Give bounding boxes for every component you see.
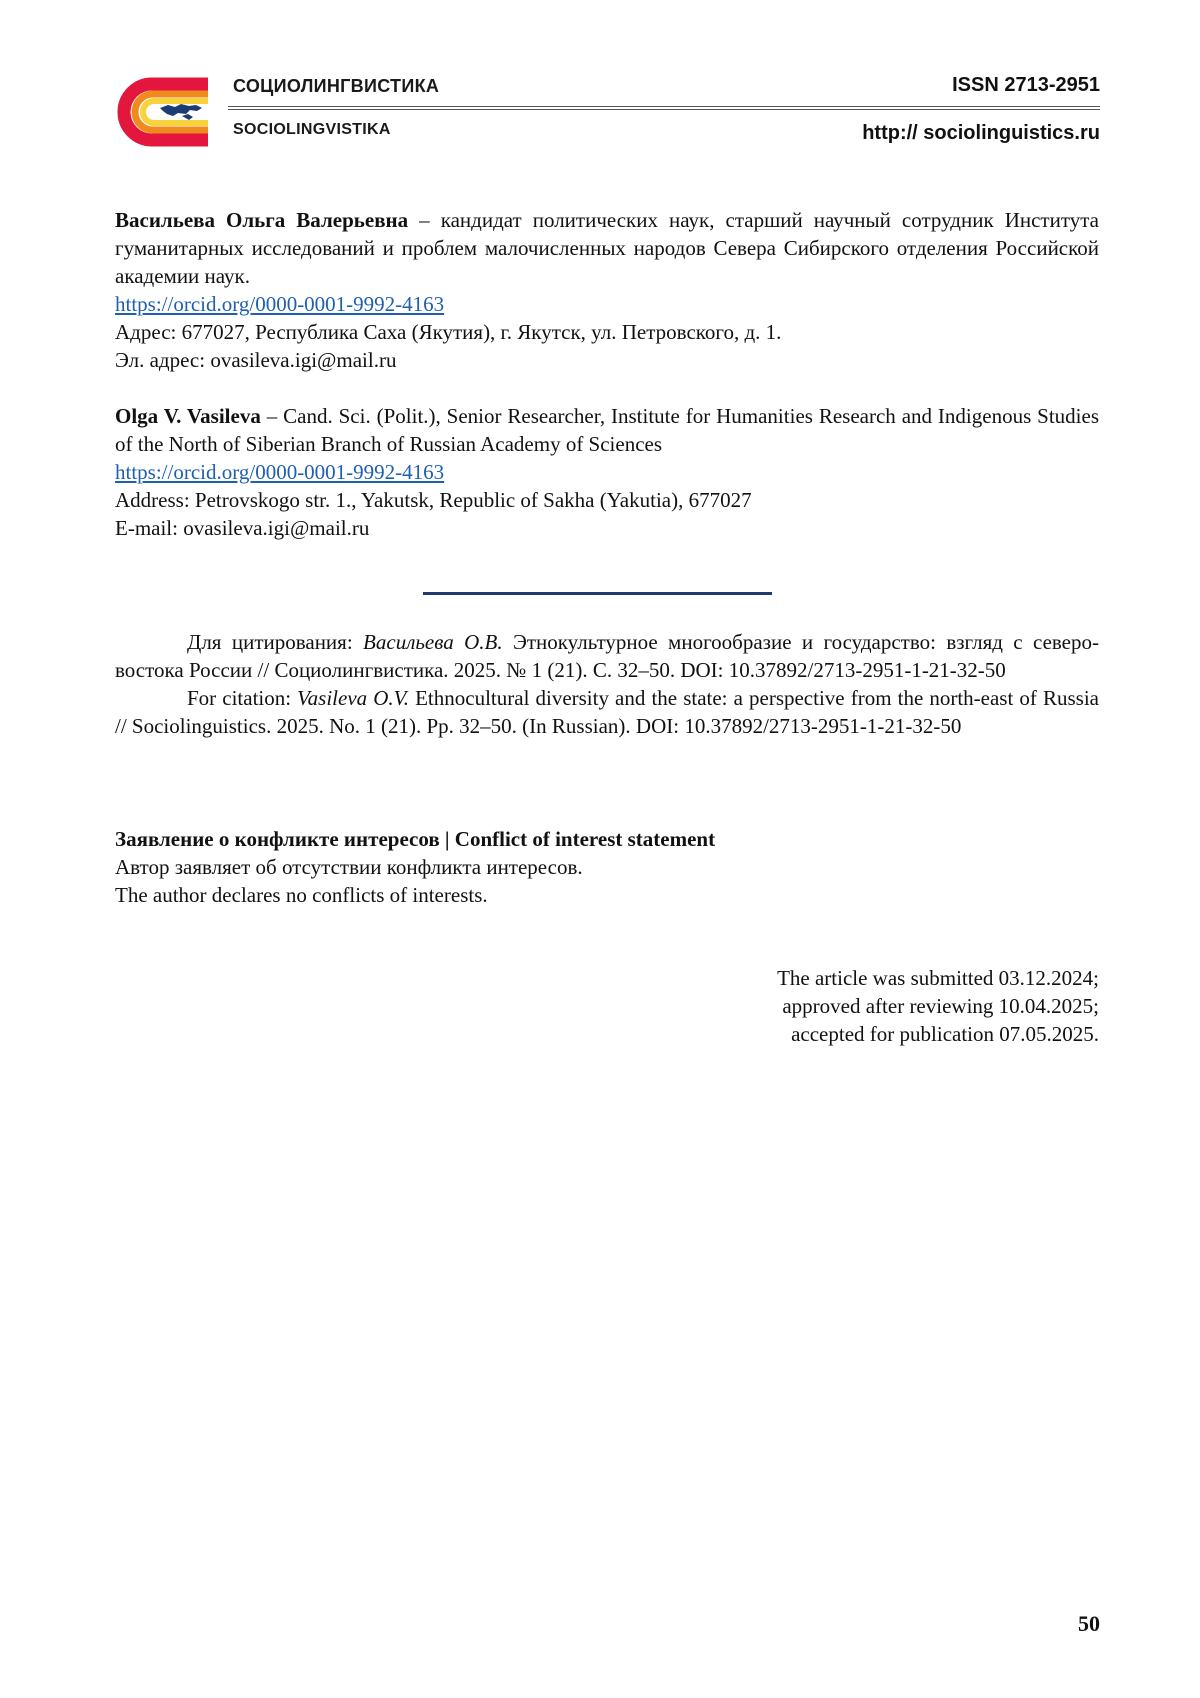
conflict-of-interest: [115, 825, 1099, 909]
citation-en-prefix: For citation:: [187, 686, 298, 710]
citation-ru-author: Васильева О.В.: [363, 630, 503, 654]
author-description-en: – Cand. Sci. (Polit.), Senior Researcher, Institute for Humanities Research and Indigenous Studies of the North of Siberian Branch of Russian Academy of Sciences: [115, 404, 1099, 456]
author-name-ru: Васильева Ольга Валерьевна: [115, 208, 409, 232]
author-description-ru: – кандидат политических наук, старший научный сотрудник Института гуманитарных исследований и проблем малочисленных народов Севера Сибирского отделения Российской академии наук.: [115, 208, 1099, 288]
journal-website[interactable]: http:// sociolinguistics.ru: [862, 122, 1100, 144]
page-header: [0, 0, 1200, 160]
conflict-en: The author declares no conflicts of interests.: [115, 883, 488, 907]
author-info-ru: [115, 206, 1099, 374]
date-accepted: accepted for publication 07.05.2025.: [791, 1022, 1099, 1046]
conflict-ru: Автор заявляет об отсутствии конфликта интересов.: [115, 855, 583, 879]
journal-logo-icon: [112, 74, 216, 150]
author-name-en: Olga V. Vasileva: [115, 404, 261, 428]
orcid-link-ru[interactable]: https://orcid.org/0000-0001-9992-4163: [115, 292, 445, 316]
author-address-ru: Адрес: 677027, Республика Саха (Якутия), г. Якутск, ул. Петровского, д. 1.: [115, 320, 782, 344]
header-rule: [228, 109, 1100, 110]
author-bio-ru: [115, 206, 1099, 290]
citation-en-text: Ethnocultural diversity and the state: a perspective from the north-east of Russia // Sociolinguistics. 2025. No. 1 (21). Pp. 32–50. (In Russian). DOI: 10.37892/2713-2951-1-21-32-50: [115, 686, 1099, 738]
page-number: 50: [1078, 1611, 1100, 1636]
citation-ru-prefix: Для цитирования:: [187, 630, 364, 654]
author-address-en: Address: Petrovskogo str. 1., Yakutsk, Republic of Sakha (Yakutia), 677027: [115, 488, 752, 512]
citation-en-author: Vasileva O.V.: [297, 686, 410, 710]
citation-block: [115, 628, 1099, 740]
author-info-en: [115, 402, 1099, 542]
date-submitted: The article was submitted 03.12.2024;: [777, 966, 1099, 990]
author-bio-en: [115, 402, 1099, 458]
date-approved: approved after reviewing 10.04.2025;: [782, 994, 1099, 1018]
journal-title-ru: СОЦИОЛИНГВИСТИКА: [233, 76, 440, 96]
author-email-en: E-mail: ovasileva.igi@mail.ru: [115, 516, 370, 540]
section-divider: [423, 592, 772, 595]
author-email-ru: Эл. адрес: ovasileva.igi@mail.ru: [115, 348, 397, 372]
citation-ru-text: Этнокультурное многообразие и государство: взгляд с северо-востока России // Социолингвистика. 2025. № 1 (21). С. 32–50. DOI: 10.37892/2713-2951-1-21-32-50: [115, 630, 1099, 682]
conflict-heading: Заявление о конфликте интересов | Conflict of interest statement: [115, 827, 716, 851]
citation-en: [115, 684, 1099, 740]
article-dates: [115, 964, 1099, 1048]
issn: ISSN 2713-2951: [952, 74, 1100, 96]
orcid-link-en[interactable]: https://orcid.org/0000-0001-9992-4163: [115, 460, 445, 484]
journal-title-en: SOCIOLINGVISTIKA: [233, 121, 391, 138]
header-rule: [228, 106, 1100, 107]
citation-ru: [115, 628, 1099, 684]
